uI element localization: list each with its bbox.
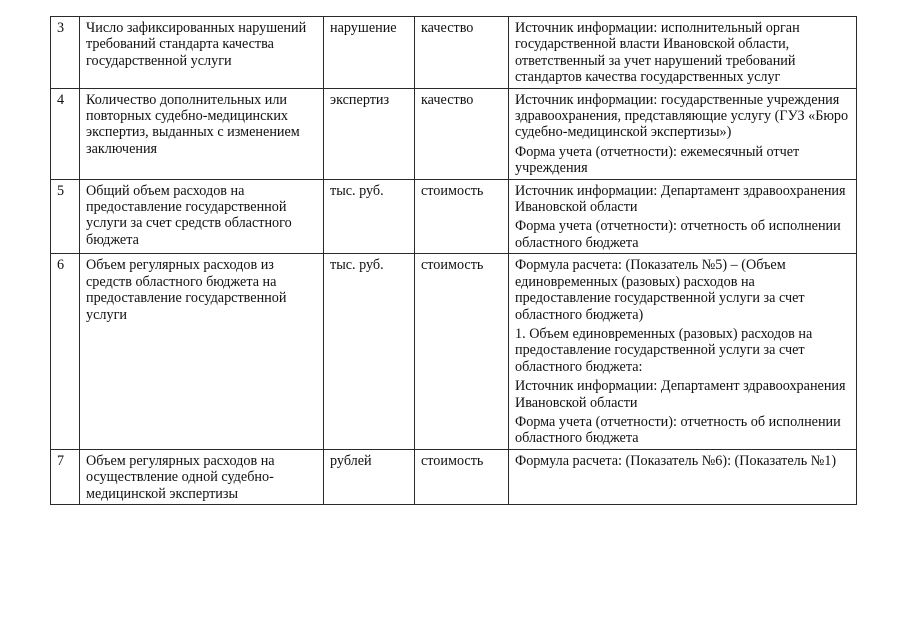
indicator-name: Объем регулярных расходов из средств областного бюджета на предоставление государственной услуги: [80, 254, 324, 449]
table-row: [51, 179, 857, 254]
indicator-type: качество: [415, 17, 509, 89]
info-paragraph: Источник информации: Департамент здравоохранения Ивановской области: [515, 378, 846, 411]
unit-of-measure: экспертиз: [324, 88, 415, 179]
table-row: [51, 17, 857, 89]
indicator-type: стоимость: [415, 449, 509, 504]
table-row: [51, 88, 857, 179]
info-paragraph: Источник информации: Департамент здравоохранения Ивановской области: [515, 182, 846, 216]
row-number: 6: [51, 254, 80, 449]
info-source: [509, 17, 857, 89]
table-row: [51, 254, 857, 449]
info-paragraph: Формула расчета: (Показатель №5) – (Объем единовременных (разовых) расходов на предоставление государственной услуги за счет областного бюджета): [515, 257, 805, 323]
row-number: 7: [51, 449, 80, 504]
info-source: [509, 88, 857, 179]
indicator-name: Общий объем расходов на предоставление государственной услуги за счет средств областного бюджета: [80, 179, 324, 254]
unit-of-measure: тыс. руб.: [324, 179, 415, 254]
indicators-table: [50, 16, 857, 505]
indicator-name: Количество дополнительных или повторных судебно-медицинских экспертиз, выданных с изменением заключения: [80, 88, 324, 179]
indicator-name: Число зафиксированных нарушений требований стандарта качества государственной услуги: [80, 17, 324, 89]
info-paragraph: 1. Объем единовременных (разовых) расходов на предоставление государственной услуги за счет областного бюджета:: [515, 325, 813, 375]
indicator-type: стоимость: [415, 179, 509, 254]
table-row: [51, 449, 857, 504]
row-number: 4: [51, 88, 80, 179]
indicator-name: Объем регулярных расходов на осуществление одной судебно-медицинской экспертизы: [80, 449, 324, 504]
unit-of-measure: нарушение: [324, 17, 415, 89]
info-paragraph: Источник информации: исполнительный орган государственной власти Ивановской области, ответственный за учет нарушений требований стандартов качества государственных услуг: [515, 20, 800, 86]
row-number: 3: [51, 17, 80, 89]
info-source: [509, 449, 857, 504]
unit-of-measure: рублей: [324, 449, 415, 504]
info-paragraph: Форма учета (отчетности): ежемесячный отчет учреждения: [515, 143, 800, 177]
info-source: [509, 179, 857, 254]
info-paragraph: Форма учета (отчетности): отчетность об исполнении областного бюджета: [515, 218, 841, 251]
info-paragraph: Формула расчета: (Показатель №6): (Показатель №1): [515, 452, 837, 469]
info-paragraph: Форма учета (отчетности): отчетность об исполнении областного бюджета: [515, 413, 841, 447]
indicator-type: стоимость: [415, 254, 509, 449]
indicator-type: качество: [415, 88, 509, 179]
info-source: [509, 254, 857, 449]
row-number: 5: [51, 179, 80, 254]
info-paragraph: Источник информации: государственные учреждения здравоохранения, представляющие услугу (ГУЗ «Бюро судебно-медицинской экспертизы»): [515, 91, 849, 141]
unit-of-measure: тыс. руб.: [324, 254, 415, 449]
